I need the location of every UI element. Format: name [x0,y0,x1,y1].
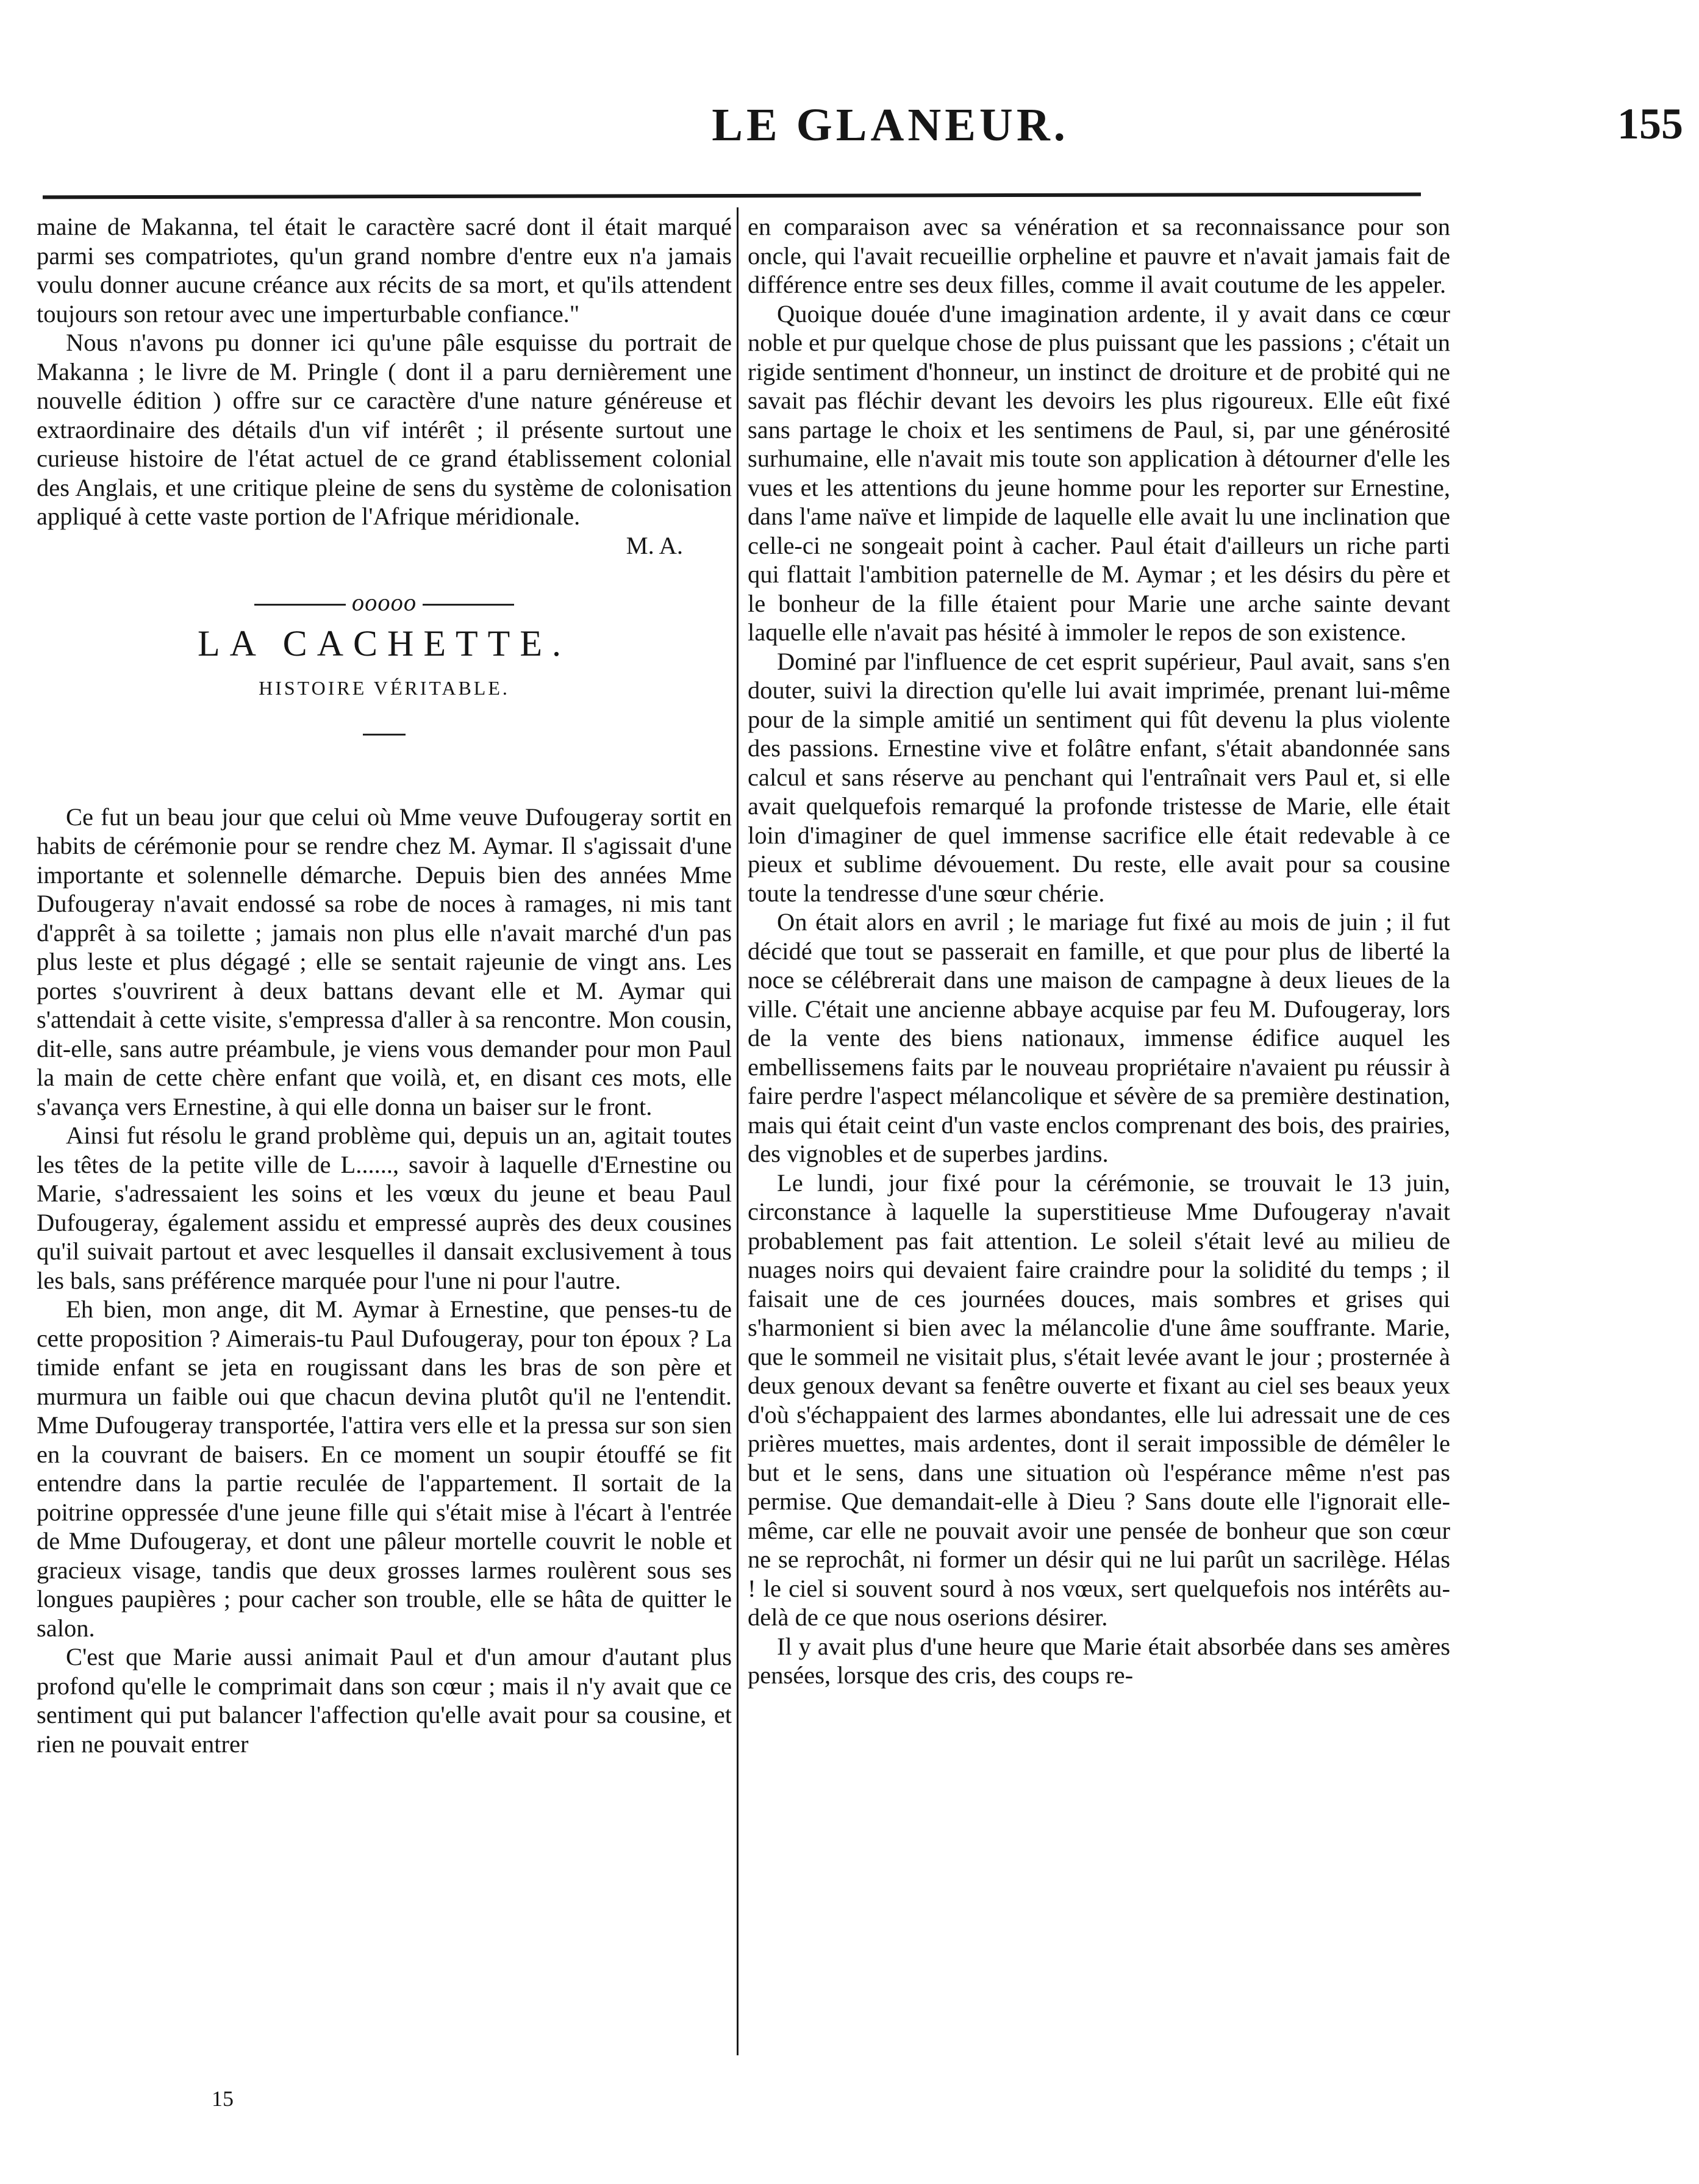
paragraph: en comparaison avec sa vénération et sa reconnaissance pour son oncle, qui l'avait recueillie orpheline et pauvre et n'avait jamais fait de différence entre ses deux filles, comme il avait coutume de les appeler. [748,213,1450,298]
paragraph: Dominé par l'influence de cet esprit supérieur, Paul avait, sans s'en douter, suivi la direction qu'elle lui avait imprimée, prenant lui-même pour de la simple amitié un sentiment qui fût devenu la plus violente des passions. Ernestine vive et folâtre enfant, s'était abandonnée sans calcul et sans réserve au penchant qui l'entraînait vers Paul et, si elle avait quelquefois remarqué la profonde tristesse de Marie, elle était loin d'imaginer de quel immense sacrifice elle était redevable à ce pieux et sublime dévouement. Du reste, elle avait pour sa cousine toute la tendresse d'une sœur chérie. [748,647,1450,907]
paragraph: Il y avait plus d'une heure que Marie était absorbée dans ses amères pensées, lorsque des cris, des coups re- [748,1632,1450,1689]
footer-mark: 15 [212,2086,234,2111]
page-header [98,99,1683,172]
paragraph: Eh bien, mon ange, dit M. Aymar à Ernestine, que penses-tu de cette proposition ? Aimerais-tu Paul Dufougeray, pour ton époux ? La timide enfant se jeta en rougissant dans les bras de son père et murmura un faible oui que chacun devina plutôt qu'il ne l'entendit. Mme Dufougeray transportée, l'attira vers elle et la pressa sur son sien en la couvrant de baisers. En ce moment un soupir étouffé se fit entendre dans la partie reculée de l'appartement. Il sortait de la poitrine oppressée d'une jeune fille qui s'était mise à l'écart à l'entrée de Mme Dufougeray, et dont une pâleur mortelle couvrit le noble et gracieux visage, tandis que deux grosses larmes roulèrent sous ses longues paupières ; pour cacher son trouble, elle se hâta de quitter le salon. [37,1295,732,1642]
column-divider [737,207,739,2055]
paragraph: maine de Makanna, tel était le caractère sacré dont il était marqué parmi ses compatriotes, qu'un grand nombre d'entre eux n'a jamais voulu donner aucune créance aux récits de sa mort, et qu'ils attendent toujours son retour avec une imperturbable confiance." [37,213,732,328]
article-subtitle: HISTOIRE VÉRITABLE. [259,677,510,699]
paragraph: Quoique douée d'une imagination ardente, il y avait dans ce cœur noble et pur quelque chose de plus puissant que les passions ; c'était un rigide sentiment d'honneur, un instinct de droiture et de probité qui ne savait pas fléchir devant les devoirs les plus rigoureux. Elle eût fixé sans partage le choix et les sentimens de Paul, si, par une générosité surhumaine, elle n'avait mis toute son application à détourner d'elle les vues et les attentions du jeune homme pour les reporter sur Ernestine, dans l'ame naïve et limpide de laquelle elle avait lu une inclination que celle-ci ne songeait point à cacher. Paul était d'ailleurs un riche parti qui flattait l'ambition paternelle de M. Aymar ; et les désirs du père et le bonheur de la fille étaient pour Marie une arche sainte devant laquelle elle n'avait pas hésité à immoler le repos de son existence. [748,299,1450,646]
paragraph: C'est que Marie aussi animait Paul et d'un amour d'autant plus profond qu'elle le comprimait dans son cœur ; mais il n'y avait que ce sentiment qui put balancer l'affection qu'elle avait pour sa cousine, et rien ne pouvait entrer [37,1643,732,1758]
paragraph: Nous n'avons pu donner ici qu'une pâle esquisse du portrait de Makanna ; le livre de M. Pringle ( dont il a paru dernièrement une nouvelle édition ) offre sur ce caractère d'une nature généreuse et extraordinaire des détails d'un vif intérêt ; il présente surtout une curieuse histoire de l'état actuel de ce grand établissement colonial des Anglais, et une critique pleine de sens du système de colonisation appliqué à cette vaste portion de l'Afrique méridionale. [37,329,732,530]
paragraph: Ainsi fut résolu le grand problème qui, depuis un an, agitait toutes les têtes de la petite ville de L......, savoir à laquelle d'Ernestine ou Marie, s'adressaient les soins et les vœux du jeune et beau Paul Dufougeray, également assidu et empressé auprès des deux cousines qu'il suivait partout et avec lesquelles il dansait exclusivement à tous les bals, sans préférence marquée pour l'une ni pour l'autre. [37,1122,732,1294]
left-column [37,212,732,1758]
paragraph: Ce fut un beau jour que celui où Mme veuve Dufougeray sortit en habits de cérémonie pour se rendre chez M. Aymar. Il s'agissait d'une importante et solennelle démarche. Depuis bien des années Mme Dufougeray n'avait endossé sa robe de noces à ramages, ni mis tant d'apprêt à sa toilette ; jamais non plus elle n'avait marché d'un pas plus leste et plus dégagé ; elle se sentait rajeunie de vingt ans. Les portes s'ouvrirent à deux battans devant elle et M. Aymar qui s'attendait à cette visite, s'empressa d'aller à sa rencontre. Mon cousin, dit-elle, sans autre préambule, je viens vous demander pour mon Paul la main de cette chère enfant que voilà, et, en disant ces mots, elle s'avança vers Ernestine, à qui elle donna un baiser sur le front. [37,803,732,1120]
right-column [748,212,1450,1690]
running-title: LE GLANEUR. [712,99,1069,151]
separator-ornament: ooooo [351,589,417,616]
author-signature: M. A. [626,531,683,559]
paragraph: Le lundi, jour fixé pour la cérémonie, se trouvait le 13 juin, circonstance à laquelle la superstitieuse Mme Dufougeray n'avait probablement pas fait attention. Le soleil s'était levé au milieu de nuages noirs qui devaient faire craindre pour la solidité du temps ; il faisait une de ces journées douces, mais sombres et grises qui s'harmonient si bien avec la mélancolie d'une âme souffrante. Marie, que le sommeil ne visitait plus, s'était levée avant le jour ; prosternée à deux genoux devant sa fenêtre ouverte et fixant au ciel ses beaux yeux d'où s'échappaient des larmes abondantes, elle lui adressait une de ces prières muettes, mais ardentes, dont il serait impossible de démêler le but et le sens, dans une situation où l'espérance même n'est pas permise. Que demandait-elle à Dieu ? Sans doute elle l'ignorait elle-même, car elle ne pouvait avoir une pensée de bonheur que son cœur ne se reprochât, ni former un désir qui ne lui parût un sacrilège. Hélas ! le ciel si souvent sourd à nos vœux, sert quelquefois nos intérêts au-delà de ce que nous oserions désirer. [748,1169,1450,1631]
paragraph: On était alors en avril ; le mariage fut fixé au mois de juin ; il fut décidé que tout se passerait en famille, et que pour plus de liberté la noce se célébrerait dans une maison de campagne à deux lieues de la ville. C'était une ancienne abbaye acquise par feu M. Dufougeray, lors de la vente des biens nationaux, immense édifice auquel les embellissemens faits par le nouveau propriétaire n'avaient pu réussir à faire perdre l'aspect mélancolique et sévère de sa première destination, mais qui était ceint d'un vaste enclos comprenant des bois, des prairies, des vignobles et de superbes jardins. [748,908,1450,1167]
article-title: LA CACHETTE. [198,623,571,664]
title-rule [363,734,406,736]
header-rule [43,193,1421,199]
page-number: 155 [1617,99,1683,148]
section-separator [37,588,732,617]
